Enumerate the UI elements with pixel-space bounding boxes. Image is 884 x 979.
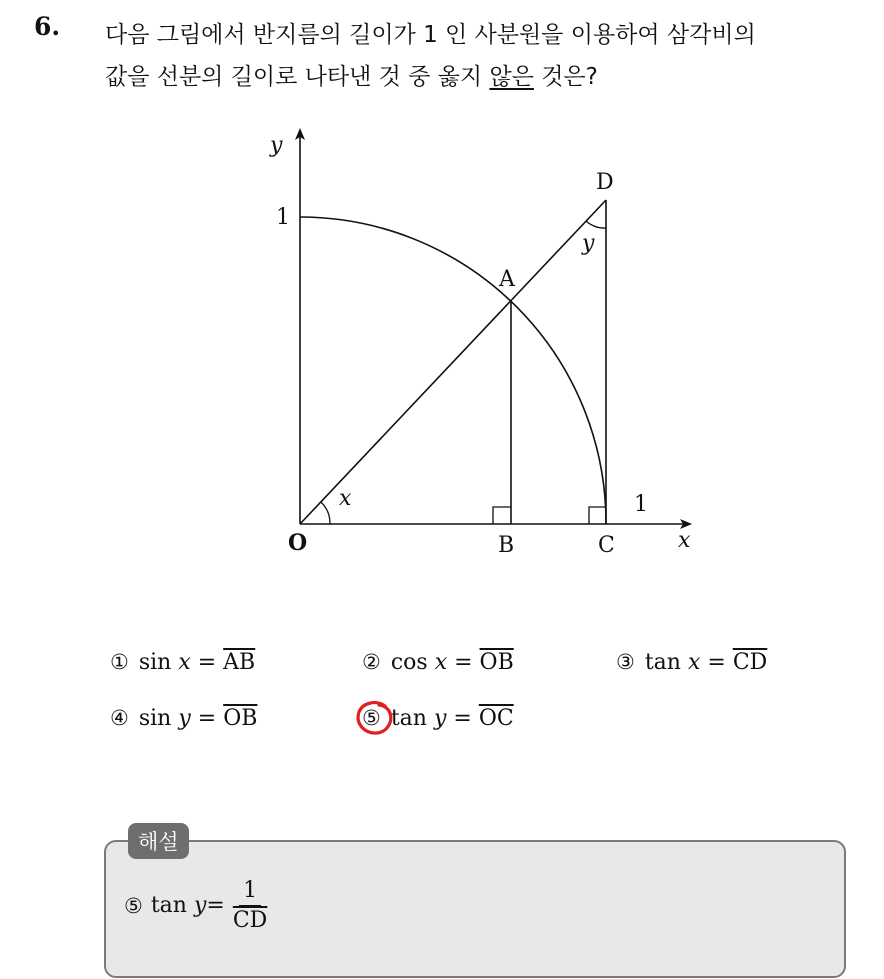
- angle-arc-y: [586, 221, 606, 228]
- right-angle-mark-C: [589, 507, 606, 524]
- choice-number: ③: [616, 650, 635, 674]
- question-line-2-post: 것은?: [533, 64, 598, 90]
- label-A: A: [499, 267, 515, 292]
- choice-2[interactable]: [362, 650, 514, 675]
- right-angle-mark-B: [493, 507, 511, 524]
- answer-circle-mark-icon: [355, 700, 395, 736]
- fraction-denominator: CD: [232, 908, 268, 933]
- choice-segment: $\overline{AB}$: [223, 650, 256, 675]
- choice-1[interactable]: [110, 650, 255, 675]
- angle-arc-x: [321, 502, 330, 524]
- label-angle-x: x: [339, 486, 352, 511]
- choice-equals: =: [446, 706, 479, 731]
- choice-segment: $\overline{CD}$: [732, 650, 768, 675]
- choice-variable: x: [687, 650, 701, 675]
- label-C: C: [598, 533, 615, 558]
- label-O: O: [288, 530, 308, 556]
- label-x-axis: x: [678, 528, 691, 553]
- label-angle-y: y: [582, 231, 595, 256]
- choice-number: [362, 706, 381, 730]
- choice-segment: $\overline{OB}$: [479, 650, 514, 675]
- solution-tag: 해설: [128, 823, 189, 859]
- choice-number: ①: [110, 650, 129, 674]
- fraction-numerator: 1: [239, 878, 261, 906]
- question-line-1: 다음 그림에서 반지름의 길이가 1 인 사분원을 이용하여 삼각비의: [105, 22, 756, 48]
- choice-variable: y: [178, 706, 191, 731]
- choice-4[interactable]: [110, 706, 257, 731]
- choice-segment: $\overline{OB}$: [223, 706, 258, 731]
- choice-function: tan: [390, 706, 427, 731]
- choice-equals: =: [447, 650, 480, 675]
- choice-5[interactable]: [362, 706, 514, 731]
- choice-function: tan: [644, 650, 681, 675]
- solution-function: tan: [150, 893, 187, 918]
- choice-3[interactable]: [616, 650, 767, 675]
- label-B: B: [498, 533, 515, 558]
- label-D: D: [596, 170, 614, 195]
- choice-segment: $\overline{OC}$: [478, 706, 514, 731]
- solution-number: ⑤: [124, 893, 143, 918]
- solution-fraction: [233, 878, 267, 933]
- choice-function: sin: [138, 706, 172, 731]
- choice-number-text: ⑤: [362, 706, 381, 730]
- question-line-2-pre: 값을 선분의 길이로 나타낸 것 중 옳지: [105, 64, 490, 90]
- solution-content: [124, 878, 267, 933]
- choice-variable: x: [434, 650, 448, 675]
- choice-number: ②: [362, 650, 381, 674]
- label-one-y: 1: [276, 205, 290, 230]
- choice-equals: =: [190, 706, 224, 731]
- choice-variable: x: [178, 650, 191, 675]
- choice-function: cos: [390, 650, 428, 675]
- solution-equals: =: [206, 893, 225, 918]
- choice-variable: y: [433, 706, 447, 731]
- question-number: 6.: [34, 12, 61, 41]
- label-one-x: 1: [634, 492, 648, 517]
- solution-variable: y: [193, 893, 207, 918]
- emphasis-not: 않은: [489, 64, 534, 90]
- label-y-axis: y: [270, 133, 283, 158]
- quarter-circle-arc: [300, 217, 606, 524]
- choice-equals: =: [190, 650, 224, 675]
- choice-number: ④: [110, 706, 129, 730]
- choice-equals: =: [700, 650, 733, 675]
- choice-function: sin: [138, 650, 172, 675]
